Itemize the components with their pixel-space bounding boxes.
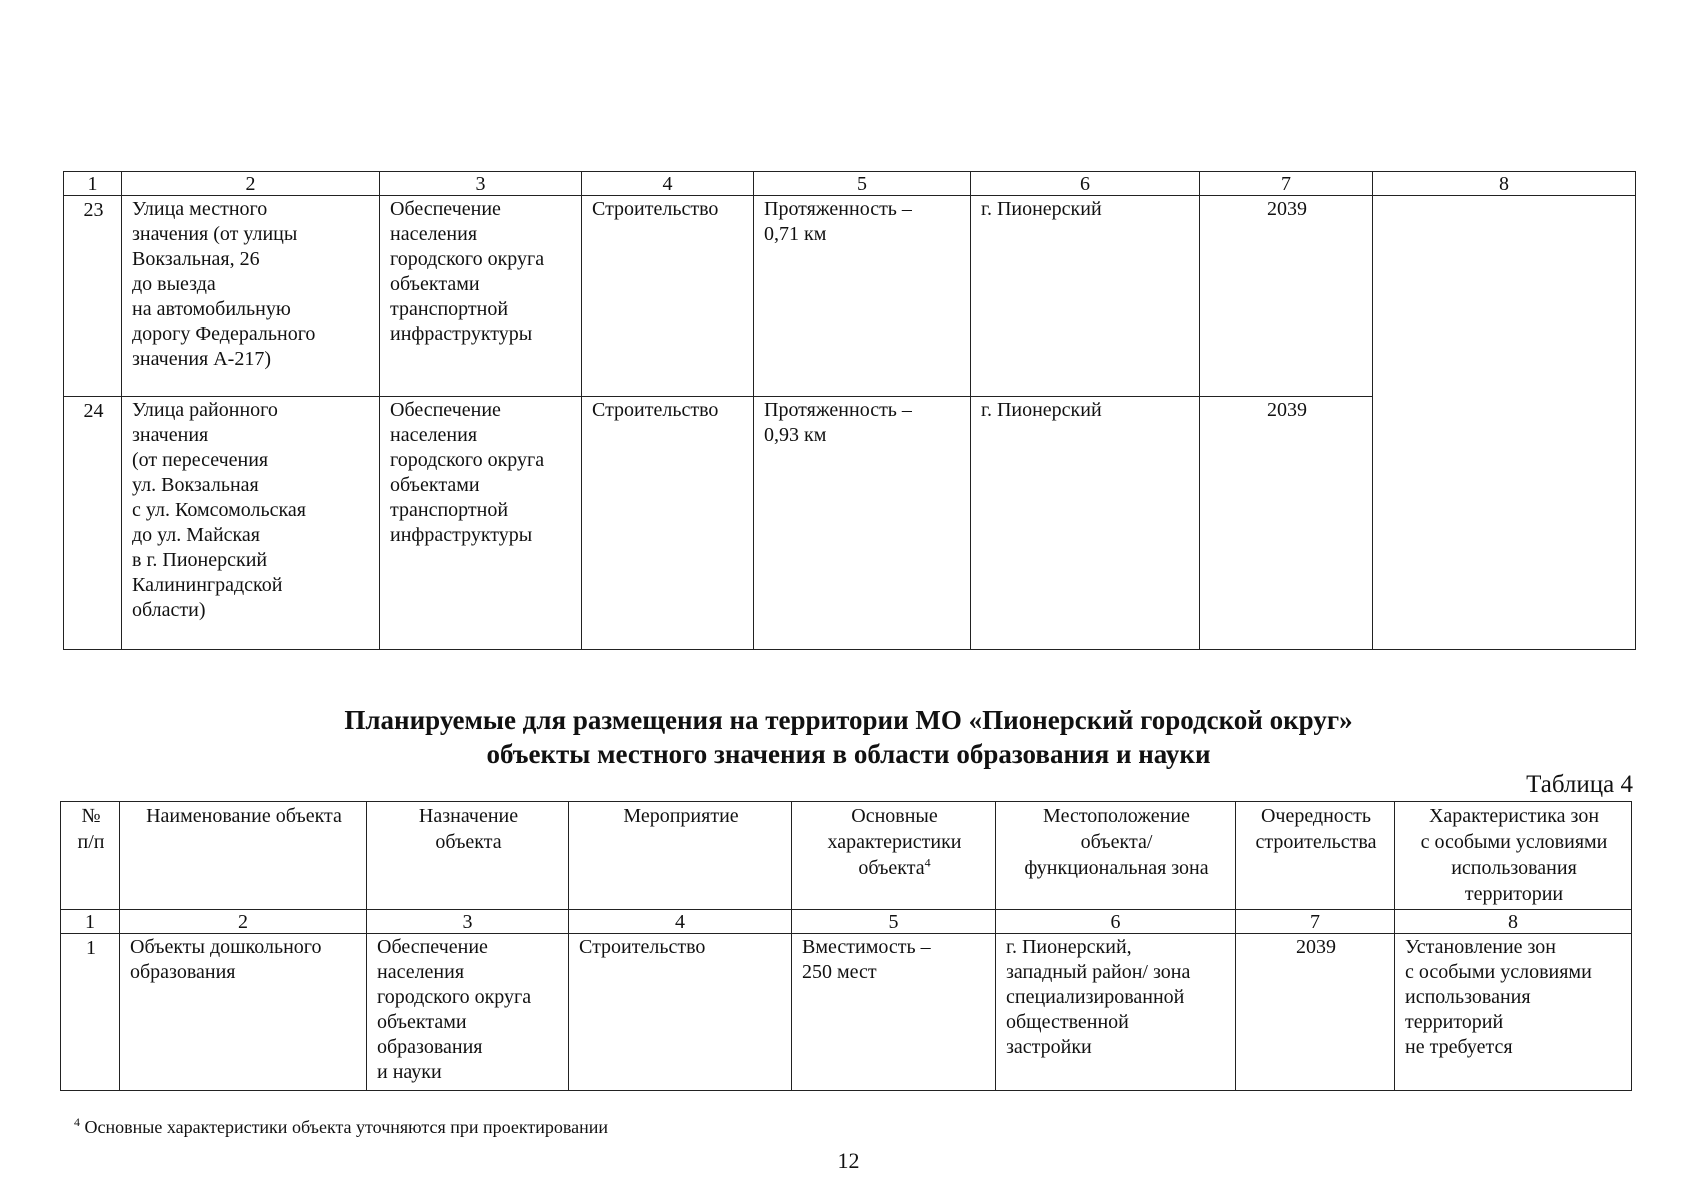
row-number: 1 — [61, 934, 120, 1091]
header-row — [61, 802, 1632, 910]
header-characteristics: Основные характеристики объекта — [827, 805, 962, 879]
construction-year: 2039 — [1200, 397, 1373, 650]
header-characteristics-cell — [792, 802, 996, 910]
transport-objects-table — [63, 171, 1636, 650]
object-purpose: Обеспечение населения городского округа объектами транспортной инфраструктуры — [380, 397, 582, 650]
column-number: 1 — [61, 910, 120, 934]
table-caption: Таблица 4 — [1526, 771, 1633, 798]
object-characteristics: Протяженность – 0,71 км — [754, 196, 971, 397]
footnote-marker: 4 — [924, 855, 931, 870]
object-action: Строительство — [569, 934, 792, 1091]
column-number: 3 — [380, 172, 582, 196]
column-number: 2 — [120, 910, 367, 934]
column-number-row — [64, 172, 1636, 196]
object-characteristics: Вместимость – 250 мест — [792, 934, 996, 1091]
column-number: 8 — [1395, 910, 1632, 934]
object-location: г. Пионерский, западный район/ зона специализированной общественной застройки — [996, 934, 1236, 1091]
column-number: 6 — [996, 910, 1236, 934]
header-zones: Характеристика зон с особыми условиями использования территории — [1395, 802, 1632, 910]
construction-year: 2039 — [1200, 196, 1373, 397]
page-number: 12 — [837, 1148, 860, 1173]
section-title-line-1: Планируемые для размещения на территории МО «Пионерский городской округ» — [344, 705, 1353, 735]
header-order: Очередность строительства — [1236, 802, 1395, 910]
row-number: 24 — [64, 397, 122, 650]
header-num: № п/п — [61, 802, 120, 910]
object-location: г. Пионерский — [971, 196, 1200, 397]
object-location: г. Пионерский — [971, 397, 1200, 650]
column-number: 7 — [1200, 172, 1373, 196]
row-number: 23 — [64, 196, 122, 397]
header-purpose: Назначение объекта — [367, 802, 569, 910]
object-characteristics: Протяженность – 0,93 км — [754, 397, 971, 650]
construction-year: 2039 — [1236, 934, 1395, 1091]
table-row — [64, 196, 1636, 397]
column-number: 4 — [569, 910, 792, 934]
header-location: Местоположение объекта/ функциональная зона — [996, 802, 1236, 910]
zones-cell — [1373, 196, 1636, 650]
column-number: 1 — [64, 172, 122, 196]
footnote — [74, 1117, 608, 1138]
column-number: 7 — [1236, 910, 1395, 934]
header-name: Наименование объекта — [120, 802, 367, 910]
object-name: Объекты дошкольного образования — [120, 934, 367, 1091]
object-purpose: Обеспечение населения городского округа объектами транспортной инфраструктуры — [380, 196, 582, 397]
zones-characteristics: Установление зон с особыми условиями использования территорий не требуется — [1395, 934, 1632, 1091]
object-purpose: Обеспечение населения городского округа объектами образования и науки — [367, 934, 569, 1091]
column-number-row — [61, 910, 1632, 934]
column-number: 5 — [754, 172, 971, 196]
section-title-line-2: объекты местного значения в области образования и науки — [486, 739, 1211, 769]
column-number: 8 — [1373, 172, 1636, 196]
table-row — [61, 934, 1632, 1091]
footnote-text: Основные характеристики объекта уточняются при проектировании — [80, 1117, 608, 1137]
object-action: Строительство — [582, 196, 754, 397]
object-name: Улица местного значения (от улицы Вокзальная, 26 до выезда на автомобильную дорогу Федерального значения А-217) — [122, 196, 380, 397]
column-number: 5 — [792, 910, 996, 934]
header-action: Мероприятие — [569, 802, 792, 910]
column-number: 4 — [582, 172, 754, 196]
object-action: Строительство — [582, 397, 754, 650]
education-objects-table — [60, 801, 1632, 1091]
footnote-marker: 4 — [74, 1115, 80, 1129]
column-number: 6 — [971, 172, 1200, 196]
column-number: 2 — [122, 172, 380, 196]
column-number: 3 — [367, 910, 569, 934]
object-name: Улица районного значения (от пересечения ул. Вокзальная с ул. Комсомольская до ул. Майская в г. Пионерский Калининградской области) — [122, 397, 380, 650]
